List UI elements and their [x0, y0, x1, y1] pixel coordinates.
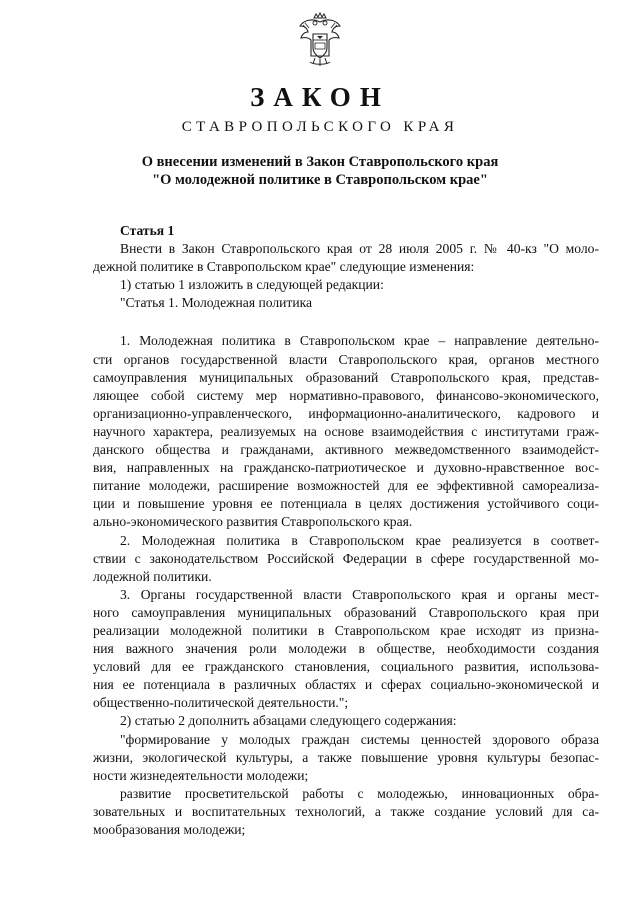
text-line: "Статья 1. Молодежная политика	[120, 295, 313, 311]
article-title: Статья 1	[120, 223, 175, 238]
text-line: общественно-политической деятельности.";	[93, 695, 349, 711]
item-2-paragraph-1	[93, 731, 599, 785]
text-line: условий для ее гражданского становления, социального развития, использова-	[93, 659, 599, 675]
text-line: развитие просветительской работы с молодежью, инновационных обра-	[120, 785, 599, 801]
text-line: вия, направленных на гражданско-патриотическое и духовно-нравственное вос-	[93, 460, 599, 476]
text-line: ния важного значения роли молодежи в обществе, необходимости создания	[93, 641, 599, 657]
item-1	[93, 276, 599, 312]
coat-of-arms-icon	[298, 12, 342, 70]
text-line: ально-экономического развития Ставропольского края.	[93, 514, 413, 530]
text-line: организационно-управленческого, информационно-аналитического, кадрового и	[93, 405, 599, 421]
text-line: ции и повышение уровня ее потенциала в целях достижения устойчивого соци-	[93, 496, 599, 512]
text-line: научного характера, реализуемых на основе взаимодействия с институтами граж-	[93, 423, 599, 439]
text-line: самоуправления муниципальных образований Ставропольского края, представ-	[93, 369, 599, 385]
blank-line	[93, 312, 599, 330]
text-line: зовательных и воспитательных технологий, а также создание условий для са-	[93, 803, 599, 819]
text-line: мообразования молодежи;	[93, 822, 246, 837]
paragraph-1	[93, 332, 599, 531]
text-line: 2) статью 2 дополнить абзацами следующего содержания:	[120, 713, 457, 729]
item-2-paragraph-2	[93, 785, 599, 839]
text-line: ния ее потенциала в различных областях и сферах социально-экономической и	[93, 677, 599, 693]
text-line: 1. Молодежная политика в Ставропольском крае – направление деятельно-	[120, 333, 599, 349]
paragraph-3	[93, 586, 599, 713]
article-intro	[93, 240, 599, 276]
text-line: ности жизнедеятельности молодежи;	[93, 767, 309, 783]
law-body	[93, 222, 599, 839]
region-name: СТАВРОПОЛЬСКОГО КРАЯ	[181, 119, 459, 135]
law-heading-line-2: "О молодежной политике в Ставропольском крае"	[152, 172, 488, 188]
text-line: реализации молодежной политики в Ставропольском крае исходят из призна-	[93, 622, 599, 638]
law-heading-line-1: О внесении изменений в Закон Ставропольского края	[141, 154, 499, 170]
law-title: ЗАКОН	[250, 82, 390, 112]
text-line: ляющее собой систему мер нормативно-правового, финансово-экономического,	[93, 387, 599, 403]
text-line: жизни, экологической культуры, а также повышение уровня культуры безопас-	[93, 749, 599, 765]
paragraph-2	[93, 532, 599, 586]
text-line: данского общества и гражданами, активного межведомственного взаимодейст-	[93, 442, 599, 458]
text-line: ствии с законодательством Российской Федерации в сфере государственной мо-	[93, 550, 599, 566]
text-line: Внести в Закон Ставропольского края от 28 июля 2005 г. № 40-кз "О моло-	[120, 241, 599, 257]
law-heading	[0, 153, 640, 189]
text-line: 2. Молодежная политика в Ставропольском крае реализуется в соответ-	[120, 532, 599, 548]
item-2	[93, 712, 599, 730]
text-line: сти органов государственной власти Ставропольского края, органов местного	[93, 351, 599, 367]
text-line: питание молодежи, расширение возможностей для ее эффективной самореализа-	[93, 478, 599, 494]
text-line: ного самоуправления муниципальных образований Ставропольского края при	[93, 604, 599, 620]
text-line: "формирование у молодых граждан системы ценностей здорового образа	[120, 731, 599, 747]
text-line: 1) статью 1 изложить в следующей редакции:	[120, 277, 384, 293]
text-line: дежной политике в Ставропольском крае" следующие изменения:	[93, 259, 475, 275]
text-line: 3. Органы государственной власти Ставропольского края и органы мест-	[120, 586, 599, 602]
text-line: лодежной политики.	[93, 568, 212, 584]
